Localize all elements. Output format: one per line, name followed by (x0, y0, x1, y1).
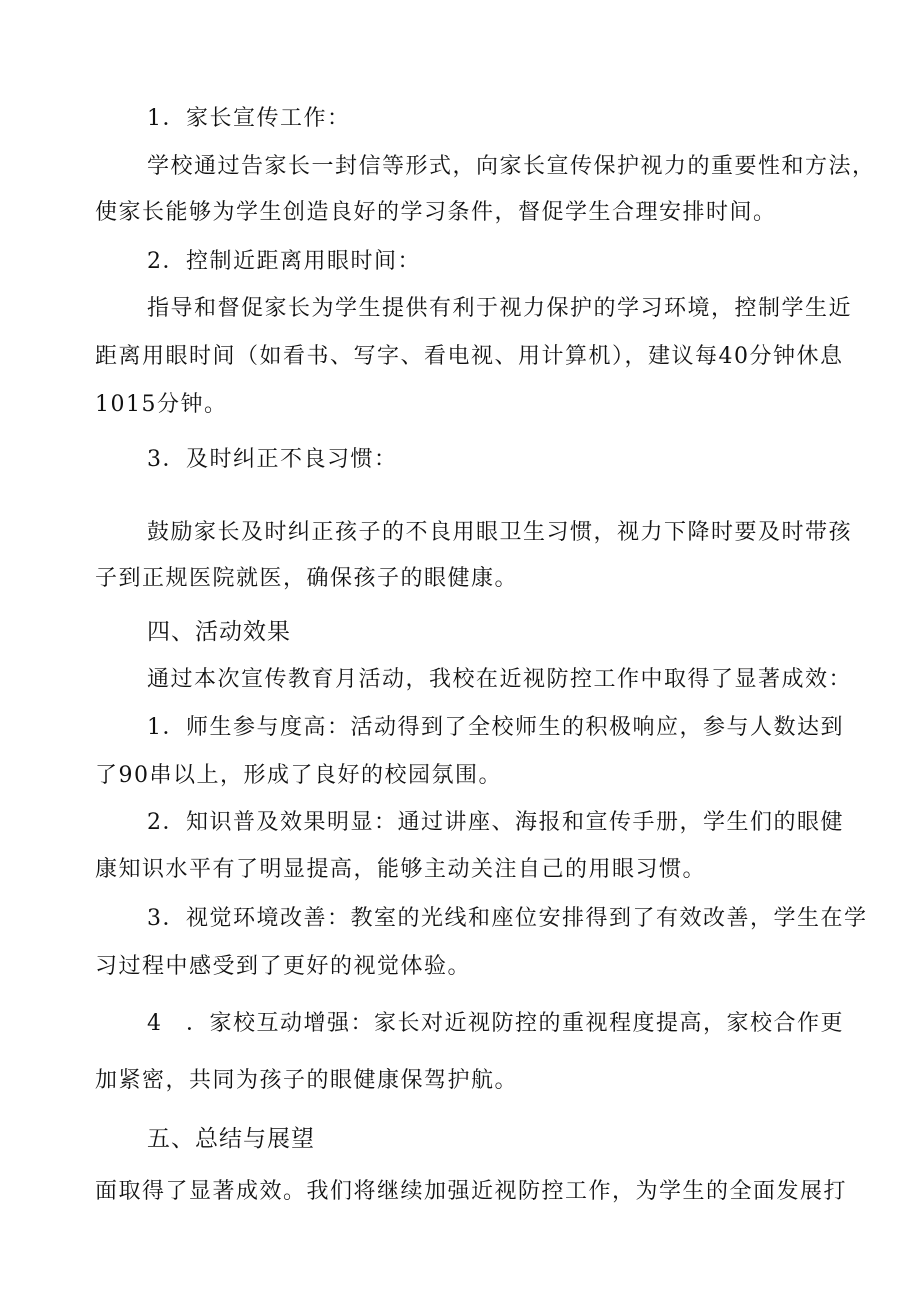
paragraph-line: 面取得了显著成效。我们将继续加强近视防控工作，为学生的全面发展打 (95, 1179, 848, 1204)
paragraph-line: 加紧密，共同为孩子的眼健康保驾护航。 (95, 1068, 519, 1093)
paragraph-line: 学校通过告家长一封信等形式，向家长宣传保护视力的重要性和方法， (147, 154, 876, 179)
paragraph-line: 使家长能够为学生创造良好的学习条件，督促学生合理安排时间。 (95, 200, 777, 225)
paragraph-line: 康知识水平有了明显提高，能够主动关注自己的用眼习惯。 (95, 857, 707, 882)
paragraph-line: 习过程中感受到了更好的视觉体验。 (95, 954, 472, 979)
paragraph-line: 4 ．家校互动增强：家长对近视防控的重视程度提高，家校合作更 (147, 1011, 844, 1036)
paragraph-line: 1．师生参与度高：活动得到了全校师生的积极响应，参与人数达到 (147, 715, 844, 740)
paragraph-line: 了90串以上，形成了良好的校园氛围。 (95, 763, 502, 788)
paragraph-line: 2．知识普及效果明显：通过讲座、海报和宣传手册，学生们的眼健 (147, 810, 844, 835)
paragraph-line: 1015分钟。 (95, 392, 228, 417)
section-heading-results: 四、活动效果 (147, 619, 291, 645)
subheading-screen-time: 2．控制近距离用眼时间： (147, 249, 421, 274)
paragraph-line: 距离用眼时间（如看书、写字、看电视、用计算机），建议每40分钟休息 (95, 344, 844, 369)
paragraph-line: 指导和督促家长为学生提供有利于视力保护的学习环境，控制学生近 (147, 296, 853, 321)
subheading-correct-habits: 3．及时纠正不良习惯： (147, 447, 398, 472)
paragraph-line: 子到正规医院就医，确保孩子的眼健康。 (95, 566, 519, 591)
paragraph-line: 鼓励家长及时纠正孩子的不良用眼卫生习惯，视力下降时要及时带孩 (147, 520, 853, 545)
paragraph-line: 3．视觉环境改善：教室的光线和座位安排得到了有效改善，学生在学 (147, 906, 868, 931)
subheading-parent-publicity: 1．家长宣传工作： (147, 106, 351, 131)
paragraph-line: 通过本次宣传教育月活动，我校在近视防控工作中取得了显著成效： (147, 667, 853, 692)
section-heading-summary: 五、总结与展望 (147, 1126, 315, 1152)
